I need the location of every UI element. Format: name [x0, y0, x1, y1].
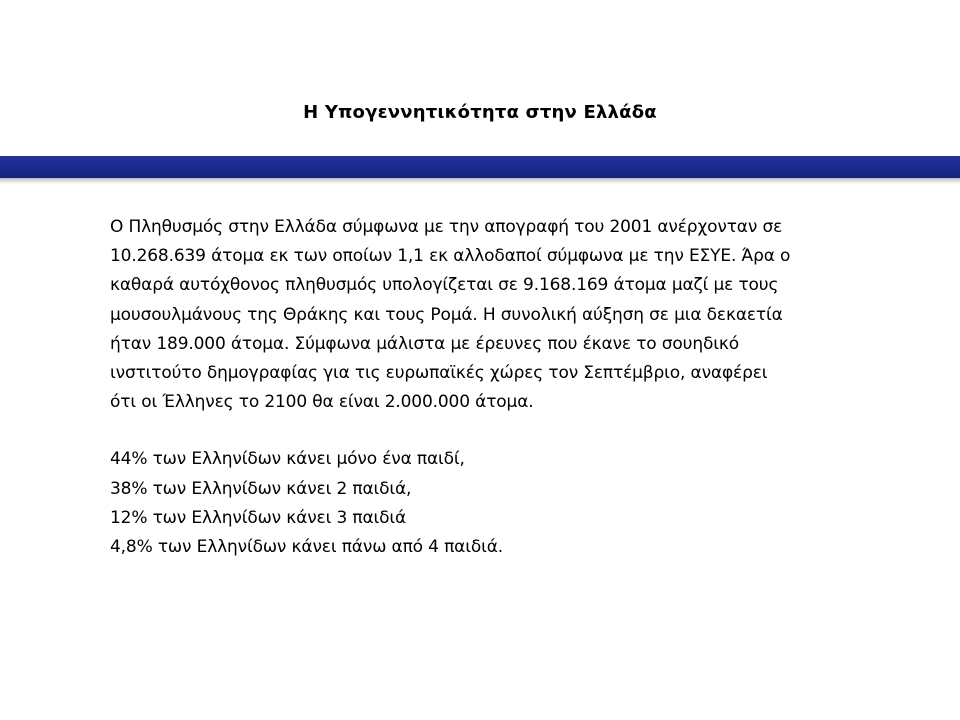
paragraph-line: ινστιτούτο δημογραφίας για τις ευρωπαϊκές χώρες τον Σεπτέμβριο, αναφέρει — [110, 363, 768, 384]
title-divider-bar — [0, 156, 960, 178]
slide-title: Η Υπογεννητικότητα στην Ελλάδα — [303, 102, 657, 123]
stat-item: 12% των Ελληνίδων κάνει 3 παιδιά — [110, 507, 407, 528]
paragraph-line: 10.268.639 άτομα εκ των οποίων 1,1 εκ αλλοδαποί σύμφωνα με την ΕΣΥΕ. Άρα ο — [110, 246, 791, 267]
paragraph-line: Ο Πληθυσμός στην Ελλάδα σύμφωνα με την απογραφή του 2001 ανέρχονταν σε — [110, 217, 783, 237]
stat-item: 44% των Ελληνίδων κάνει μόνο ένα παιδί, — [110, 449, 465, 470]
stat-item: 38% των Ελληνίδων κάνει 2 παιδιά, — [110, 478, 412, 499]
body-text — [110, 213, 920, 562]
paragraph-line: μουσουλμάνους της Θράκης και τους Ρομά. Η συνολική αύξηση σε μια δεκαετία — [110, 304, 783, 325]
paragraph-line: ήταν 189.000 άτομα. Σύμφωνα μάλιστα με έρευνες που έκανε το σουηδικό — [110, 333, 739, 354]
stat-item: 4,8% των Ελληνίδων κάνει πάνω από 4 παιδιά. — [110, 537, 504, 558]
births-stats-list — [110, 445, 920, 562]
paragraph-line: καθαρά αυτόχθονος πληθυσμός υπολογίζεται σε 9.168.169 άτομα μαζί με τους — [110, 275, 779, 296]
title-divider-shadow — [0, 178, 960, 184]
paragraph-spacer — [110, 417, 920, 445]
population-paragraph — [110, 213, 920, 417]
paragraph-line: ότι οι Έλληνες το 2100 θα είναι 2.000.000 άτομα. — [110, 392, 534, 413]
